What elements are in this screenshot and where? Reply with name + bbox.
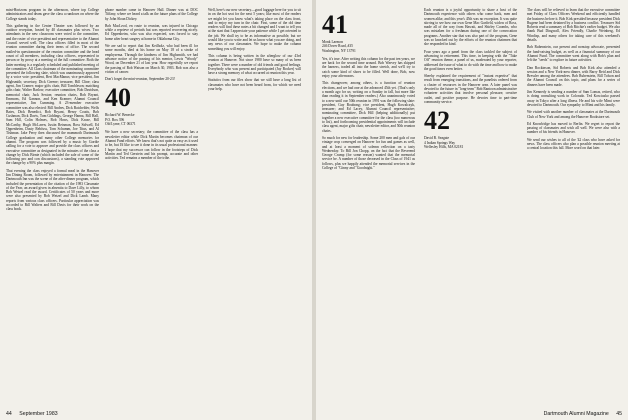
left-page-footer bbox=[6, 411, 64, 417]
paragraph: Bob MacLeod, en route to reunion, was injured in Chicago while a reprieve of periods but was reported recovering nicely. Ed Oppenheim, who was also expected, was forced to stay home after heart surgery at home in Oklahoma City. bbox=[105, 23, 198, 41]
paragraph: This changeover, among others, is a function of reunion elections, and we had one at the advanced 45th yet. (That's only a month ago for us; writing on a Sunday in fall, but more like than reading it in September readers.) Also unanimously voted to a new until our 50th reunion in 1991 was the following slate: president, Guy Boubong; vice president, Hugh Kowalczyk, treasurer; and Ed Lacey, Alumni Council representative; nominating committee, Dick Hill (helping additionally) put together a new executive committee for the class (too numerous to list), and forthcoming presidential appointments will include class agent, major gifts chair, newsletter editor, and 50th reunion chairs. bbox=[322, 81, 415, 133]
paragraph: Sheehy explained the requirement of "instant expertise" that result from emerging transitions, and the panelists ordered from a cluster of resources in the Hanover area. A later panel was devoted to the future in "long-term" Bob Rantoon administrative volunteer activities that involve personal pleasure, creative outlet, and positive purpose. He devotes time to part-time community service. bbox=[424, 74, 517, 104]
paragraph: Well, here's our new secretary—good luggage here for you to sit in on the hot seat for the next 5 years; like most of the readers we might let you know what's taking place on the class front, and to enjoy my turn in the chair. First, some of the old time readers will find these notes a bit changed and I want to tell you at the start that I appreciate your patience while I get oriented to the job. We shall try to be as informative as possible, but we would like you to write and let us know what you are doing, and any news of our classmates. We hope to make the column something you will enjoy. bbox=[208, 8, 301, 51]
paragraph: The class will be relieved to learn that the executive committee met Friday of Class Officers Weekend and efficiently handled the business before it. Bob Kirk presided because president Dick Rugene had been detained by a business conflict. Treasurer Sid Roberts read a summary of Bob Ritchie's earlier budget. We also thank Bud Dingwall, Alex Friendly, Charlie Weinberg, Ed Windisp, and many others for taking care of this weekend's details. bbox=[527, 8, 620, 43]
paragraph: Bob Rubenstein, our present and nonstop advocate, presented the fund-raising budget, as well as a financial summary of our Alumni Fund. The committee went along with Bob's plan and left the "seeds" to explore in future activities. bbox=[527, 45, 620, 63]
right-page bbox=[316, 0, 628, 420]
paragraph: Don't forget the mini-reunion, September 20-23! bbox=[105, 77, 175, 82]
class-number-heading: 42 bbox=[424, 106, 450, 136]
address-line: 4 Indian Springs Way bbox=[424, 140, 456, 145]
page-number: 44 bbox=[6, 411, 12, 417]
right-column-2 bbox=[424, 8, 517, 404]
class-number-heading: 41 bbox=[322, 10, 348, 39]
paragraph: This gathering in the Center Theater was followed by an outdoor reception, hosted by 40 classmates plus wives. Two attendants in the new classroom were voted to the committee, and the roster of vice president and representative to the Alumni Council served well. The class officers filled in most of the reunion committee during their terms of office. The second mailed-in questionnaire of the reunion committee and the head count of all members, including class officers, represented in person or by proxy at a meeting of the full committee. Both the latter meeting is a regularly scheduled and published meeting of the committee. All Class chairman of the nominating committee presented the following slate, which was unanimously approved by a voice vote: president, Bert MacManus; vice president, Jim Highsmith; secretary, Dick Greene; treasurer, Bill Cline; class agent, Jim Cramer; major gifts chair, Bill Tombleson; matching gifts chair, Walter Barlow; executive committee, Bob Davidson, memorial chair, Jack Sexton; reunion chairs, Bob Bryant, Emmons, Ed Gannon, and Ken Kramer; Alumni Council representative, Jim Cumming. A 23-member executive committee was also elected: Bill Andres, Dick Batchelder, Wells Bates, Dick Benedict, Bob Bryant, Henry Coutts, Bob Cushman, Dick Davis, Tom Giddings, George Hanna, Bill Hall, Sam Hill, Colin Holmes, Bob Haws, Dick Kruse, Bill McCarthy, Hugh McLaren, Justin Reisman, Ross Sidwell, Ed Oppenheim, Dusty Rehfuss, Tom Schumm, Joe Titus, and Al Tishman. Jake Perry then discussed the mammoth Dartmouth College graduation and many other College memories for alumni. The program was followed by a music by Gordie calling for a vote to approve and provide the class officers and executive committee as designated in the minutes of the class a change by Dick Birnie (which included the sale of some of the following pro and con discussions), a standing vote approved the change by a 90% plus margin. bbox=[6, 23, 99, 166]
paragraph: Ed Knowlridge has moved to Berlin. We regret to report the passing of classmates and wish all well. We were also with a number of his friends in Hanover. bbox=[527, 121, 620, 135]
paragraph: This column is being written in the afterglow of our 43rd reunion at Hanover. Not since 1980 have so many of us been together. There were a number of old friends and good feelings. Everybody who was present and participated (Jay Bocker) will have a strong memory of what occurred at reunion this year. bbox=[208, 53, 301, 76]
secretary-name: Richard W. Benecke bbox=[105, 113, 135, 118]
address-line: 246 Dover Road, #35 bbox=[322, 44, 353, 49]
class-number-heading: 40 bbox=[105, 83, 131, 113]
right-column-3 bbox=[527, 8, 620, 404]
paragraph: mini-Horizons program in the afternoon, where top College administrators and deans gave the class a rundown on where the College stands today. bbox=[6, 8, 99, 21]
paragraph: That evening the class enjoyed a formal meal in the Hanover Inn Dining Room, followed by entertainment in Hanover. The Dartmouth Inn was the scene of the after-dinner program, which included the presentation of the citation of the 1983 Classmate of the Year, an award given in absentia to Dave Lilly, to whom Bob Wetzel read the award. Certificates of 50 years and more were also presented by Bob Wetzel and Dick Lamb. Many reports from various class officers. Particular appreciation was accorded to Bill Walters and Bill Davis for their work on the class book. bbox=[6, 168, 99, 212]
paragraph: Jim Kennedy is sending a number of Sam Lomas, retired, who is doing consulting work in Colorado. Ted Kosciusko passed away in Tokyo after a long illness. He and his wife Mimi were devoted to Dartmouth. Our sympathy to Mimi and his family. bbox=[527, 90, 620, 107]
paragraph: Yes, it's true. After writing this column for the past ten years, we are back for the second time around. Bob Warvey has skipped the harness, traded all into the home stretch, and we'll try to catch some kind of shoes to be filled. Well done, Bob, now enjoy your afternoons. bbox=[322, 56, 415, 79]
issue-date: September 1983 bbox=[19, 411, 58, 417]
address-line: P.O. Box 396 bbox=[105, 117, 125, 122]
left-column-1 bbox=[6, 8, 99, 404]
class-secretary-address bbox=[424, 136, 517, 149]
left-column-3 bbox=[208, 8, 301, 404]
paragraph: We visited with another number of classmates at the Dartmouth Club of New York and among the Hanover Bookstore set. bbox=[527, 110, 620, 119]
paragraph: We have a new secretary; the committee of the class has a newsletter editor while Dick Martin becomes chairman of our Alumni Fund efforts. We know that's not quite as easy as it used to be, but I'd like to see it done in its usual professional manner. I hope that my successor can follow in the footsteps of Dick Martin and Ted Gerstein and his prompt, accurate and other activities. Ted remains a member of the tribe. bbox=[105, 130, 198, 161]
class-secretary-address bbox=[322, 40, 415, 53]
left-column-2 bbox=[105, 8, 198, 404]
left-page bbox=[0, 0, 312, 420]
page-number: 45 bbox=[616, 411, 622, 417]
secretary-name: David B. Seagate bbox=[424, 136, 450, 141]
address-line: Old Lyme, CT 06371 bbox=[105, 122, 136, 127]
magazine-name: Dartmouth Alumni Magazine bbox=[543, 411, 609, 417]
paragraph: Each reunion is a joyful opportunity to share a host of the Dartmouth experience with others who come back, men and women alike, and this year's 45th was no exception. It was quite stirring to see how our own Gene Mac Garfield, widow of Ross, made all of the way from Hawaii, and Shirley Coombs, who was mistaken for a freshman during one of the convocation programs. Another star that was also part of the program, Gene was so knocked out by the efforts of the reunion chairmen that she responded in kind. bbox=[424, 8, 517, 47]
address-line: Wellesley Hills, MA 02181 bbox=[424, 144, 464, 149]
paragraph: Statistics from our files show that we still have a long list of classmates who have not been heard from, for which we need your help. bbox=[208, 78, 301, 92]
paragraph: We send our wishes to all of the '42 class who have asked for news. The class officers also plan a possible reunion meeting at a central location this fall. More word on that later. bbox=[527, 137, 620, 151]
class-secretary-address bbox=[105, 113, 198, 126]
paragraph: phone number came in Hanover Hall. Dinner was at DOC Tiffany, where we heard a talk on the future plans of the College by John Sloan Dickey. bbox=[105, 8, 198, 21]
paragraph: Dan Rockinson, Sid Roberts and Bob Kirk also attended a session and a New York-area dinner, with Barry Reid and Dick Bressler among the attendees. Bob Rubenstein, Bill Tolson and the Alumni Council on this topic, and plans for a series of dinners have been made. bbox=[527, 65, 620, 87]
secretary-name: Monk Larmon bbox=[322, 40, 343, 44]
right-column-1 bbox=[322, 8, 415, 404]
paragraph: So much for new for leadership. Some 200 men and gals of our vintage crop converged on Hanover for fun and games as well, and at least a moment of solemn reflection on a tasty Wednesday. To Bill Jon Chopp, on the fact that the Reverend George Crump (for some reason) wanted that the memorial service be. A number of those deceased in the Class of 1941 as follows, plus we happily attended the memorial services in the College of "Ginny and "Goodnight." bbox=[322, 135, 415, 171]
address-line: Washington, NY 13791 bbox=[322, 48, 356, 53]
right-page-footer bbox=[538, 411, 622, 417]
paragraph: We are sad to report that Jim Keilholz, who had been ill for some months, died at his home on May 18 of a stroke of emphysema. Through the kindness of Jim Highsmith, we had advance notice of the passing of his mentor, Lewis "Woody" Wood, on December 21 of last year. How regretfully we report the passing of Bob Watson on March 30, 1983. Bob was also a victim of cancer. bbox=[105, 44, 198, 74]
paragraph: Four years ago a panel from the class tackled the subject of advancing to retirement. This time, in keeping with the "Take Off" reunion theme, a panel of us, moderated by your reporter, addressed the issue of what to do with the time and how to make the good times even better. bbox=[424, 49, 517, 71]
